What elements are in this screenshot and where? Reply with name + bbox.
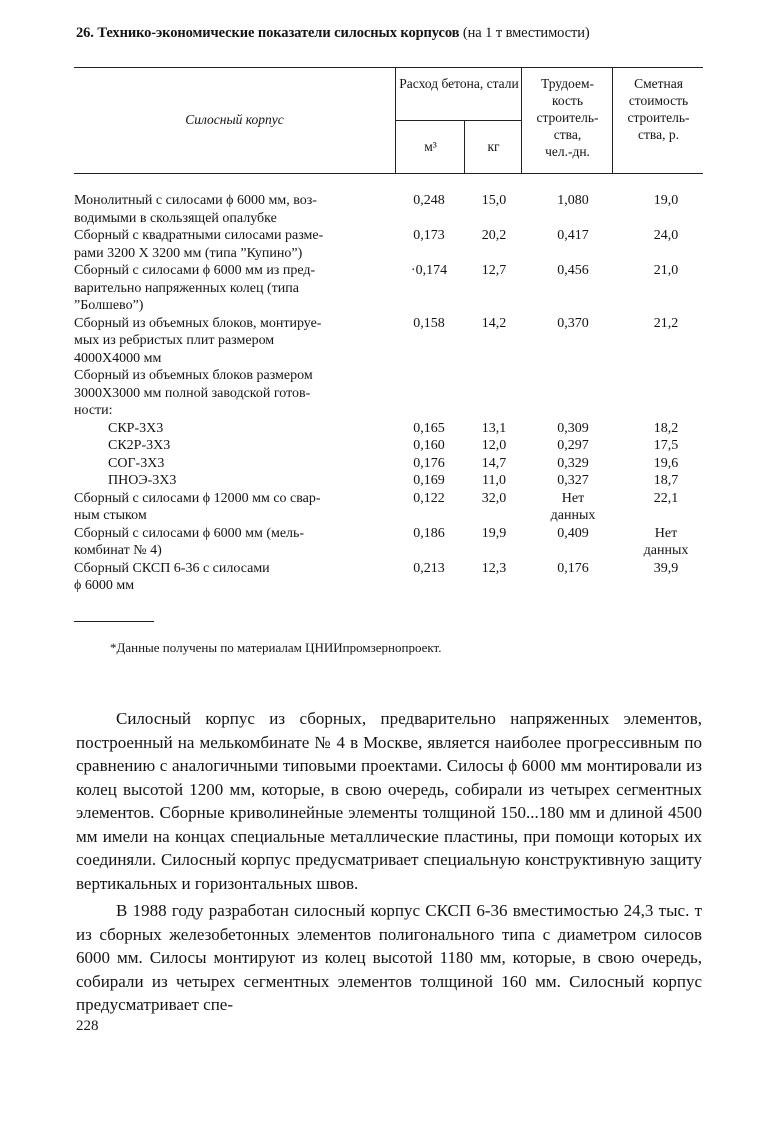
cost-value <box>620 367 712 420</box>
cost-value: 19,0 <box>653 193 679 208</box>
concrete-value: 0,165 <box>413 420 445 436</box>
col-divider-4 <box>612 67 613 173</box>
row-name <box>74 437 404 455</box>
cost-value: 39,9 <box>653 560 679 576</box>
concrete-value: 0,160 <box>413 438 445 453</box>
row-name <box>74 525 404 560</box>
row-name-line: мых из ребристых плит размером <box>74 333 275 348</box>
concrete-value: 0,173 <box>413 228 445 243</box>
labor-value: 0,456 <box>557 263 589 278</box>
table-row <box>74 455 714 473</box>
row-name <box>74 420 404 438</box>
row-name-line: ПНОЭ-3X3 <box>108 473 177 488</box>
paragraph-1: Силосный корпус из сборных, предварительно напряженных элементов, построенный на мелькомбинате № 4 в Москве, является наиболее прогрессивным по сравнению с аналогичными типовыми проектами. Силосы ϕ 6000 мм монтировали из колец высотой 1200 мм, которые, в свою очередь, собирали из четырех сегментных элементов. Сборные криволинейные элементы толщиной 150...180 мм и длиной 4500 мм имели на концах специальные металлические пластины, при помощи которых их соединяли. Силосный корпус предусматривает специальную конструктивную защиту вертикальных и горизонтальных швов. <box>76 709 702 893</box>
table-row <box>74 560 714 595</box>
row-name-line: 4000X4000 мм <box>74 350 162 366</box>
paragraph-2: В 1988 году разработан силосный корпус СКСП 6-36 вместимостью 24,3 тыс. т из сборных железобетонных элементов полигонального типа с диаметром силосов 6000 мм. Силосы монтируют из колец высотой 1180 мм, которые, в свою очередь, собирали из четырех сегментных элементов толщиной 160 мм. Силосный корпус предусматривает спе- <box>76 901 702 1014</box>
header-cost-line: стоимость <box>628 93 689 108</box>
steel-value: 14,7 <box>481 455 507 471</box>
row-name-line: рами 3200 X 3200 мм (типа ”Купино”) <box>74 245 303 261</box>
header-unit-m3: м³ <box>424 139 437 154</box>
unit-row-rule <box>395 120 521 121</box>
row-name-line: СК2Р-3X3 <box>108 438 171 453</box>
concrete-value: 0,213 <box>413 560 445 576</box>
cost-value: 22,1 <box>653 490 679 506</box>
steel-value <box>462 367 526 420</box>
row-name <box>74 262 404 315</box>
table-row <box>74 227 714 262</box>
steel-value: 14,2 <box>481 315 507 331</box>
row-name-line: комбинат № 4) <box>74 543 162 558</box>
row-name-line: ”Болшево”) <box>74 298 144 313</box>
cost-value: 18,2 <box>653 420 679 436</box>
labor-value: 0,327 <box>557 473 589 488</box>
header-labor-line: чел.-дн. <box>545 144 590 159</box>
table-row <box>74 315 714 368</box>
header-labor-line: кость <box>551 93 583 108</box>
steel-value: 19,9 <box>481 525 507 541</box>
table-row <box>74 367 714 420</box>
concrete-value: 0,176 <box>413 455 445 471</box>
steel-value: 12,3 <box>481 560 507 576</box>
concrete-value: 0,158 <box>413 315 445 331</box>
row-name-line: Сборный с квадратными силосами разме- <box>74 228 324 243</box>
header-unit-kg: кг <box>487 139 500 154</box>
header-labor-line: Трудоем- <box>540 76 595 91</box>
row-name-line: водимыми в скользящей опалубке <box>74 210 277 226</box>
row-name-line: Сборный из объемных блоков размером <box>74 368 313 383</box>
row-name <box>74 560 404 595</box>
header-cost-line: Сметная <box>634 76 683 91</box>
labor-value: 1,080 <box>557 193 589 208</box>
col-divider-2 <box>464 120 465 173</box>
row-name-line: ности: <box>74 403 113 418</box>
col-divider-3 <box>521 67 522 173</box>
steel-value: 32,0 <box>481 490 507 506</box>
row-name <box>74 315 404 368</box>
col-divider-1 <box>395 67 396 173</box>
steel-value: 11,0 <box>482 473 506 488</box>
concrete-value <box>396 367 462 420</box>
row-name-line: Сборный с силосами ϕ 6000 мм (мель- <box>74 525 305 541</box>
concrete-value: 0,122 <box>413 490 445 506</box>
row-name-line: Сборный из объемных блоков, монтируе- <box>74 315 322 331</box>
cost-value: 21,0 <box>653 263 679 278</box>
table-caption <box>76 25 706 42</box>
concrete-value: 0,186 <box>413 525 445 541</box>
labor-value: Нет данных <box>550 490 596 523</box>
header-cost-line: ства, р. <box>638 127 679 142</box>
row-name-line: 3000X3000 мм полной заводской готов- <box>74 385 311 401</box>
row-name <box>74 490 404 525</box>
page-number: 228 <box>76 1018 99 1034</box>
labor-value: 0,176 <box>557 560 589 576</box>
row-name-line: ным стыком <box>74 508 147 523</box>
cost-value: 17,5 <box>653 438 679 453</box>
row-name <box>74 367 404 420</box>
labor-value: 0,370 <box>557 315 589 331</box>
row-name-line: СОГ-3X3 <box>108 455 165 471</box>
row-name-line: Сборный СКСП 6-36 с силосами <box>74 560 270 576</box>
steel-value: 12,0 <box>481 438 507 453</box>
labor-value: 0,417 <box>557 228 589 243</box>
table-row <box>74 490 714 525</box>
header-labor-col <box>523 75 612 160</box>
table-body <box>74 192 714 595</box>
header-consumption-col: Расход бетона, стали <box>399 76 519 91</box>
table-bottom-rule <box>74 621 154 622</box>
row-name-line: Сборный с силосами ϕ 6000 мм из пред- <box>74 263 316 278</box>
cost-value: Нет данных <box>643 525 689 558</box>
table-row <box>74 525 714 560</box>
header-cost-line: строитель- <box>627 110 690 125</box>
row-name-line: варительно напряженных колец (типа <box>74 280 299 296</box>
row-name <box>74 472 404 490</box>
row-name-line: Сборный с силосами ϕ 12000 мм со свар- <box>74 490 321 506</box>
table-top-rule <box>74 67 703 68</box>
row-name <box>74 227 404 262</box>
concrete-value: 0,169 <box>413 473 445 488</box>
body-text <box>76 707 702 1017</box>
table-row <box>74 192 714 227</box>
table-row <box>74 472 714 490</box>
labor-value: 0,297 <box>557 438 589 453</box>
row-name <box>74 192 404 227</box>
cost-value: 18,7 <box>653 473 679 488</box>
labor-value: 0,409 <box>557 525 589 541</box>
row-name <box>74 455 404 473</box>
header-cost-col <box>614 75 703 143</box>
cost-value: 21,2 <box>653 315 679 331</box>
labor-value: 0,329 <box>557 455 589 471</box>
table-row <box>74 420 714 438</box>
row-name-line: СКР-3X3 <box>108 420 164 436</box>
table-row <box>74 262 714 315</box>
labor-value: 0,309 <box>557 420 589 436</box>
table-row <box>74 437 714 455</box>
table-title: 26. Технико-экономические показатели силосных корпусов <box>76 25 460 41</box>
header-labor-line: строитель- <box>536 110 599 125</box>
concrete-value: ·0,174 <box>410 263 448 278</box>
concrete-value: 0,248 <box>413 193 445 208</box>
cost-value: 19,6 <box>653 455 679 471</box>
header-name-col: Силосный корпус <box>185 112 284 127</box>
table-qualifier: (на 1 т вместимости) <box>462 25 590 41</box>
steel-value: 15,0 <box>481 193 507 208</box>
steel-value: 20,2 <box>481 228 507 243</box>
row-name-line: ϕ 6000 мм <box>74 578 135 593</box>
steel-value: 12,7 <box>481 263 507 278</box>
labor-value <box>526 367 620 420</box>
header-labor-line: ства, <box>553 127 582 142</box>
row-name-line: Монолитный с силосами ϕ 6000 мм, воз- <box>74 193 317 208</box>
cost-value: 24,0 <box>653 228 679 243</box>
steel-value: 13,1 <box>481 420 507 436</box>
table-footnote: *Данные получены по материалам ЦНИИпромзернопроект. <box>110 640 442 655</box>
header-bottom-rule <box>74 173 703 174</box>
